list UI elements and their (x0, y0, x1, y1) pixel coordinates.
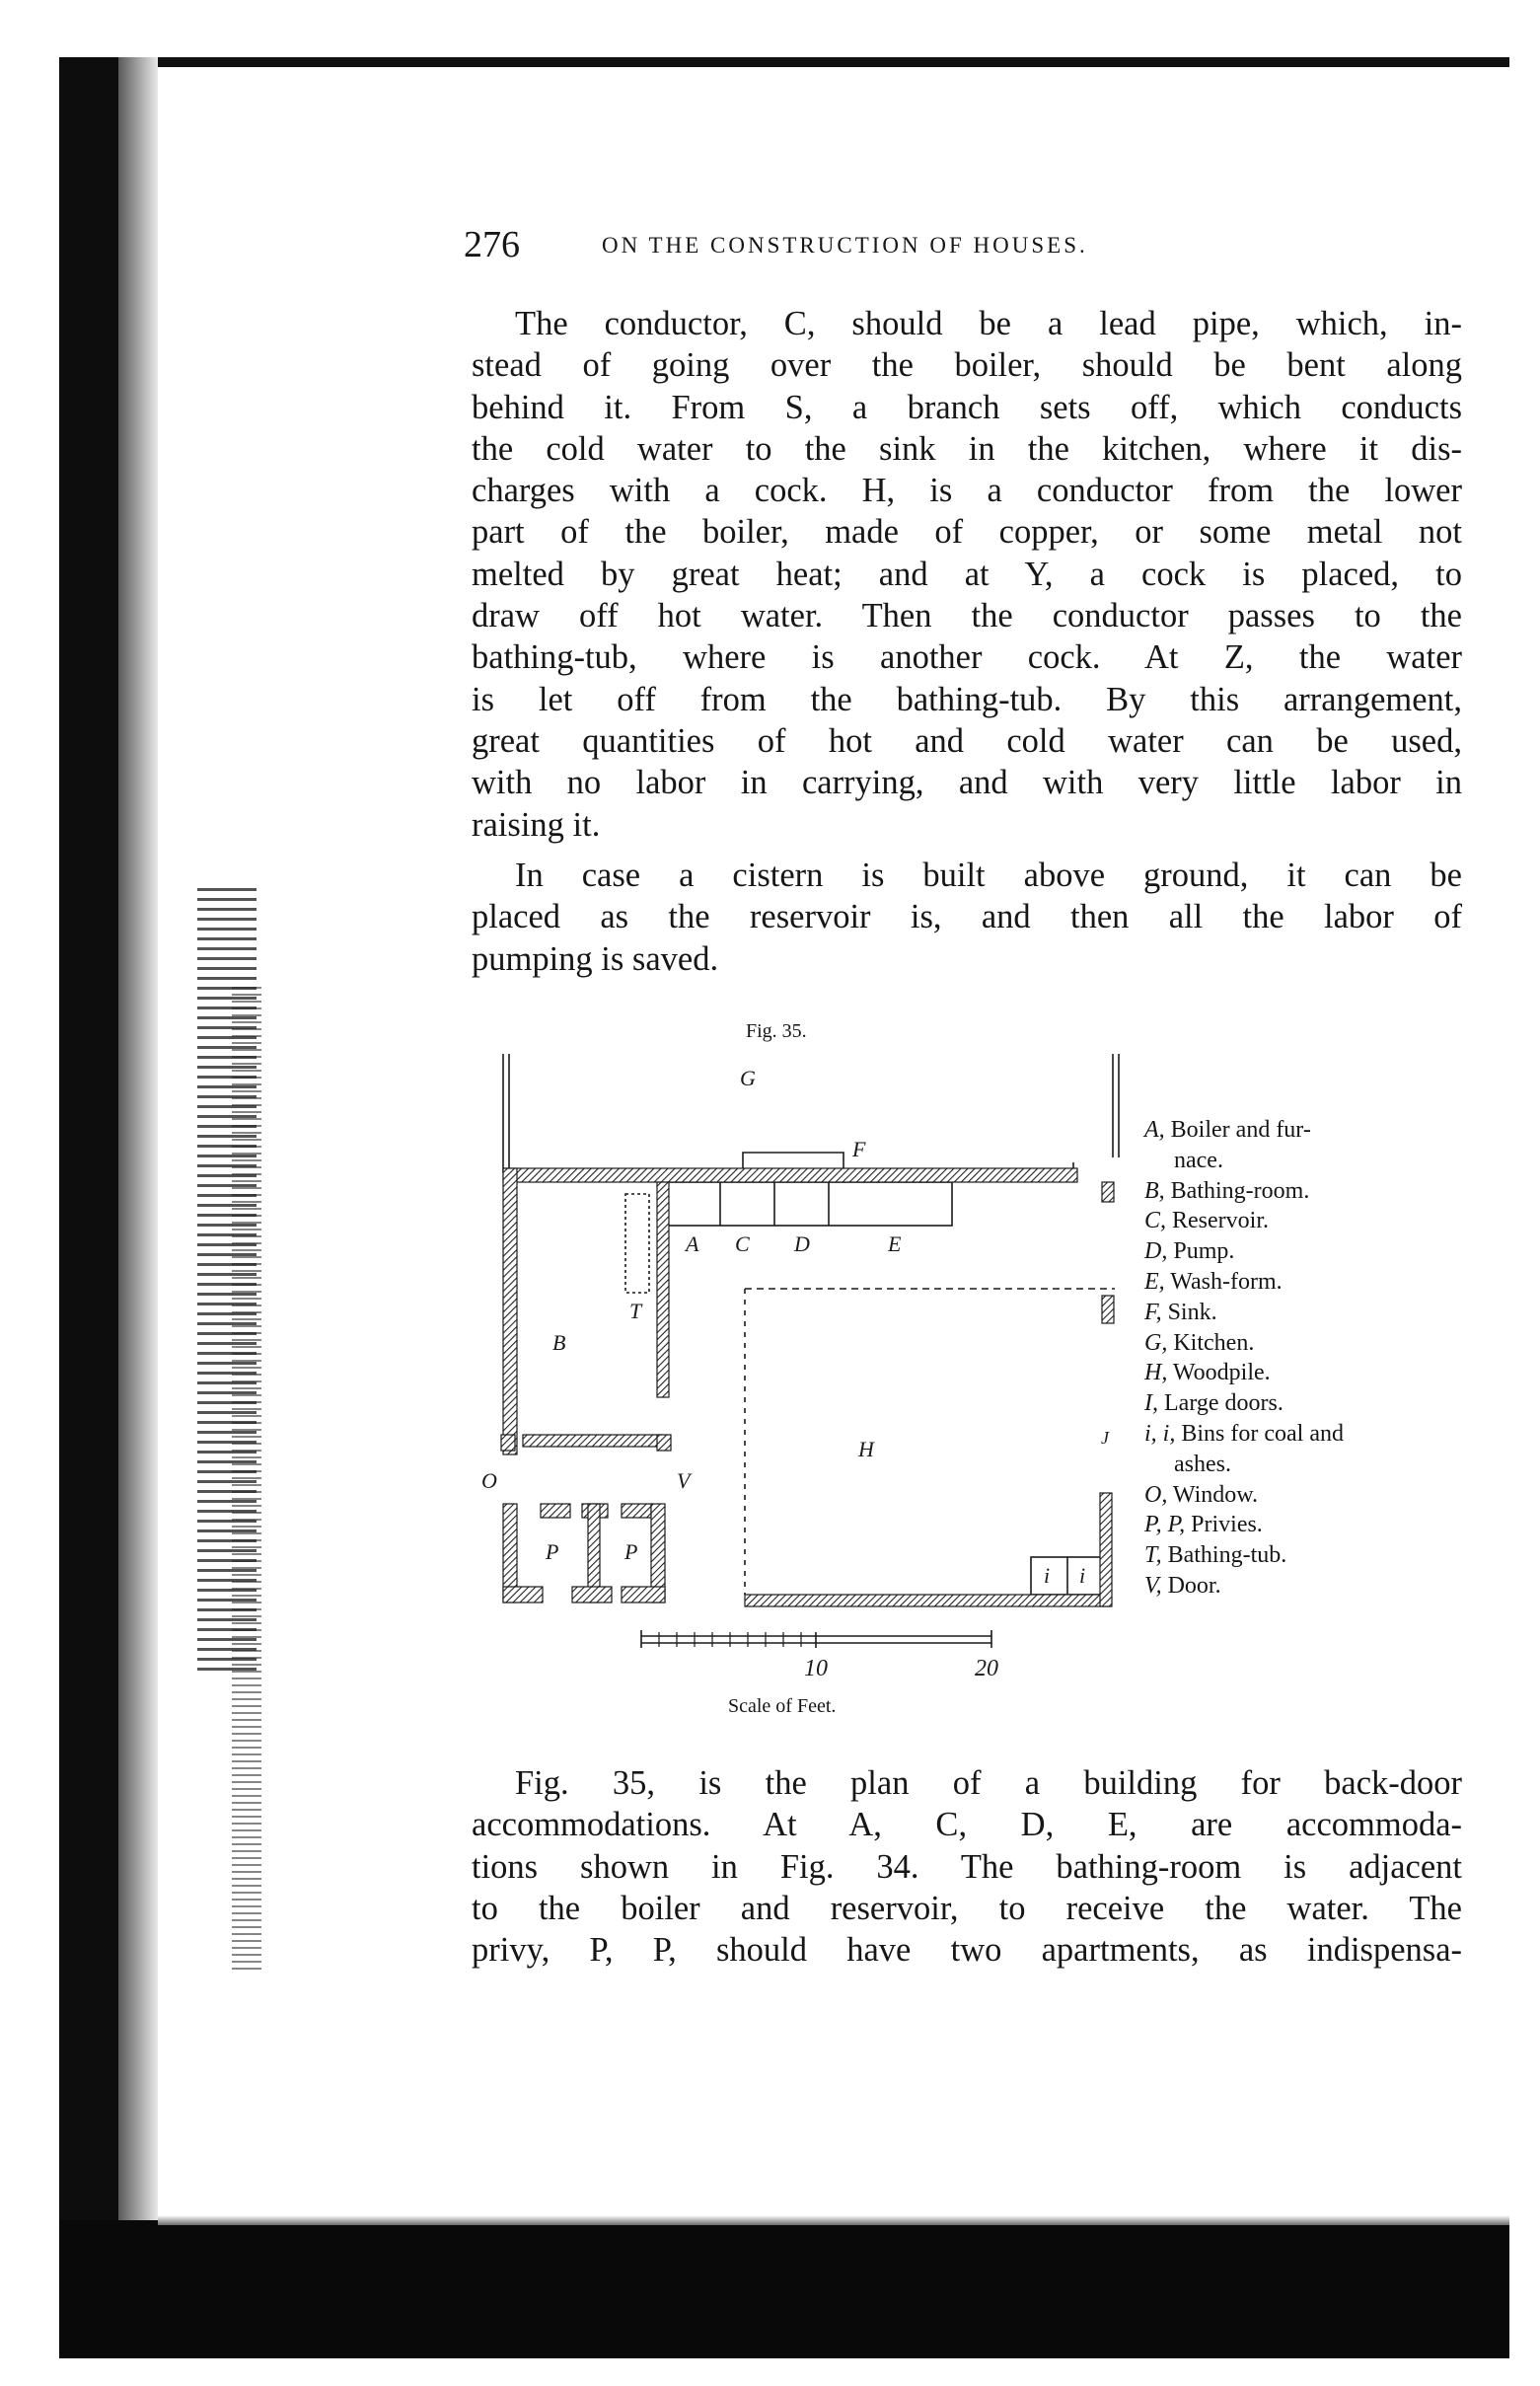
scale-caption: Scale of Feet. (728, 1695, 837, 1717)
text-line: charges with a cock. H, is a conductor from the lower (472, 472, 1462, 510)
label-e: E (888, 1231, 902, 1256)
legend-item: B, Bathing-room. (1144, 1177, 1310, 1204)
legend-item-cont: ashes. (1174, 1451, 1231, 1477)
scan-bottom-shadow (158, 2215, 1509, 2225)
legend-item: V, Door. (1144, 1572, 1221, 1599)
label-v: V (677, 1468, 691, 1493)
label-i1: i (1044, 1563, 1051, 1588)
label-b: B (552, 1330, 566, 1355)
binding-marks-faint (232, 987, 261, 1974)
text-line: to the boiler and reservoir, to receive the water. The (472, 1889, 1462, 1927)
label-p2: P (624, 1539, 638, 1564)
text-line: behind it. From S, a branch sets off, which conducts (472, 388, 1462, 426)
text-line: accommodations. At A, C, D, E, are accommoda- (472, 1806, 1462, 1844)
legend-item: i, i, Bins for coal and (1144, 1420, 1344, 1447)
scan-border-left (59, 57, 118, 2356)
figure-legend (1144, 1115, 1344, 1602)
text-line: In case a cistern is built above ground, it can be (515, 857, 1462, 894)
label-a: A (686, 1231, 699, 1256)
text-line: part of the boiler, made of copper, or some metal not (472, 513, 1462, 552)
scale-tick-20: 20 (975, 1656, 998, 1676)
legend-item: P, P, Privies. (1144, 1512, 1263, 1538)
paragraph-2 (472, 855, 1462, 980)
text-line: raising it. (472, 805, 601, 844)
text-line: placed as the reservoir is, and then all the labor of (472, 898, 1462, 936)
text-line: stead of going over the boiler, should be bent along (472, 346, 1462, 385)
running-title: ON THE CONSTRUCTION OF HOUSES. (602, 233, 1088, 258)
label-c: C (735, 1231, 750, 1256)
running-head (464, 223, 1273, 265)
legend-item: E, Wash-form. (1144, 1268, 1283, 1295)
legend-item: T, Bathing-tub. (1144, 1542, 1287, 1569)
legend-item: D, Pump. (1144, 1238, 1235, 1265)
figure-title: Fig. 35. (746, 1020, 807, 1042)
legend-item: H, Woodpile. (1144, 1360, 1271, 1386)
legend-item: A, Boiler and fur- (1144, 1117, 1311, 1143)
legend-item: I, Large doors. (1144, 1390, 1283, 1417)
text-line: with no labor in carrying, and with very little labor in (472, 764, 1462, 802)
text-line: pumping is saved. (472, 939, 719, 978)
floor-plan-figure (464, 1044, 1154, 1676)
text-line: melted by great heat; and at Y, a cock is placed, to (472, 555, 1462, 593)
label-o: O (481, 1468, 497, 1493)
legend-item: C, Reservoir. (1144, 1208, 1269, 1234)
label-d: D (794, 1231, 810, 1256)
text-line: draw off hot water. Then the conductor passes to the (472, 597, 1462, 635)
legend-item: G, Kitchen. (1144, 1329, 1255, 1356)
text-line: bathing-tub, where is another cock. At Z, the water (472, 638, 1462, 677)
label-h: H (858, 1437, 874, 1461)
legend-item-cont: nace. (1174, 1147, 1223, 1173)
page-number: 276 (464, 224, 520, 265)
text-line: Fig. 35, is the plan of a building for back-door (515, 1764, 1462, 1802)
scan-border-top (59, 57, 1509, 67)
label-i2: i (1079, 1563, 1086, 1588)
text-line: privy, P, P, should have two apartments, as indispensa- (472, 1931, 1462, 1970)
text-line: The conductor, C, should be a lead pipe, which, in- (515, 305, 1462, 342)
paragraph-1 (472, 303, 1462, 846)
legend-item: F, Sink. (1144, 1299, 1217, 1325)
label-f: F (852, 1137, 866, 1161)
scan-gutter-shadow (118, 57, 158, 2356)
text-line: the cold water to the sink in the kitchen, where it dis- (472, 429, 1462, 468)
text-line: great quantities of hot and cold water can be used, (472, 721, 1462, 760)
text-line: tions shown in Fig. 34. The bathing-room is adjacent (472, 1847, 1462, 1886)
scale-tick-10: 10 (804, 1656, 828, 1676)
legend-item: O, Window. (1144, 1481, 1259, 1508)
paragraph-3 (472, 1762, 1462, 1971)
label-p1: P (546, 1539, 559, 1564)
label-j: J (1101, 1428, 1109, 1448)
text-line: is let off from the bathing-tub. By this arrangement, (472, 680, 1462, 718)
scan-border-bottom (59, 2220, 1509, 2358)
label-g: G (740, 1066, 756, 1090)
label-t: T (629, 1299, 642, 1323)
